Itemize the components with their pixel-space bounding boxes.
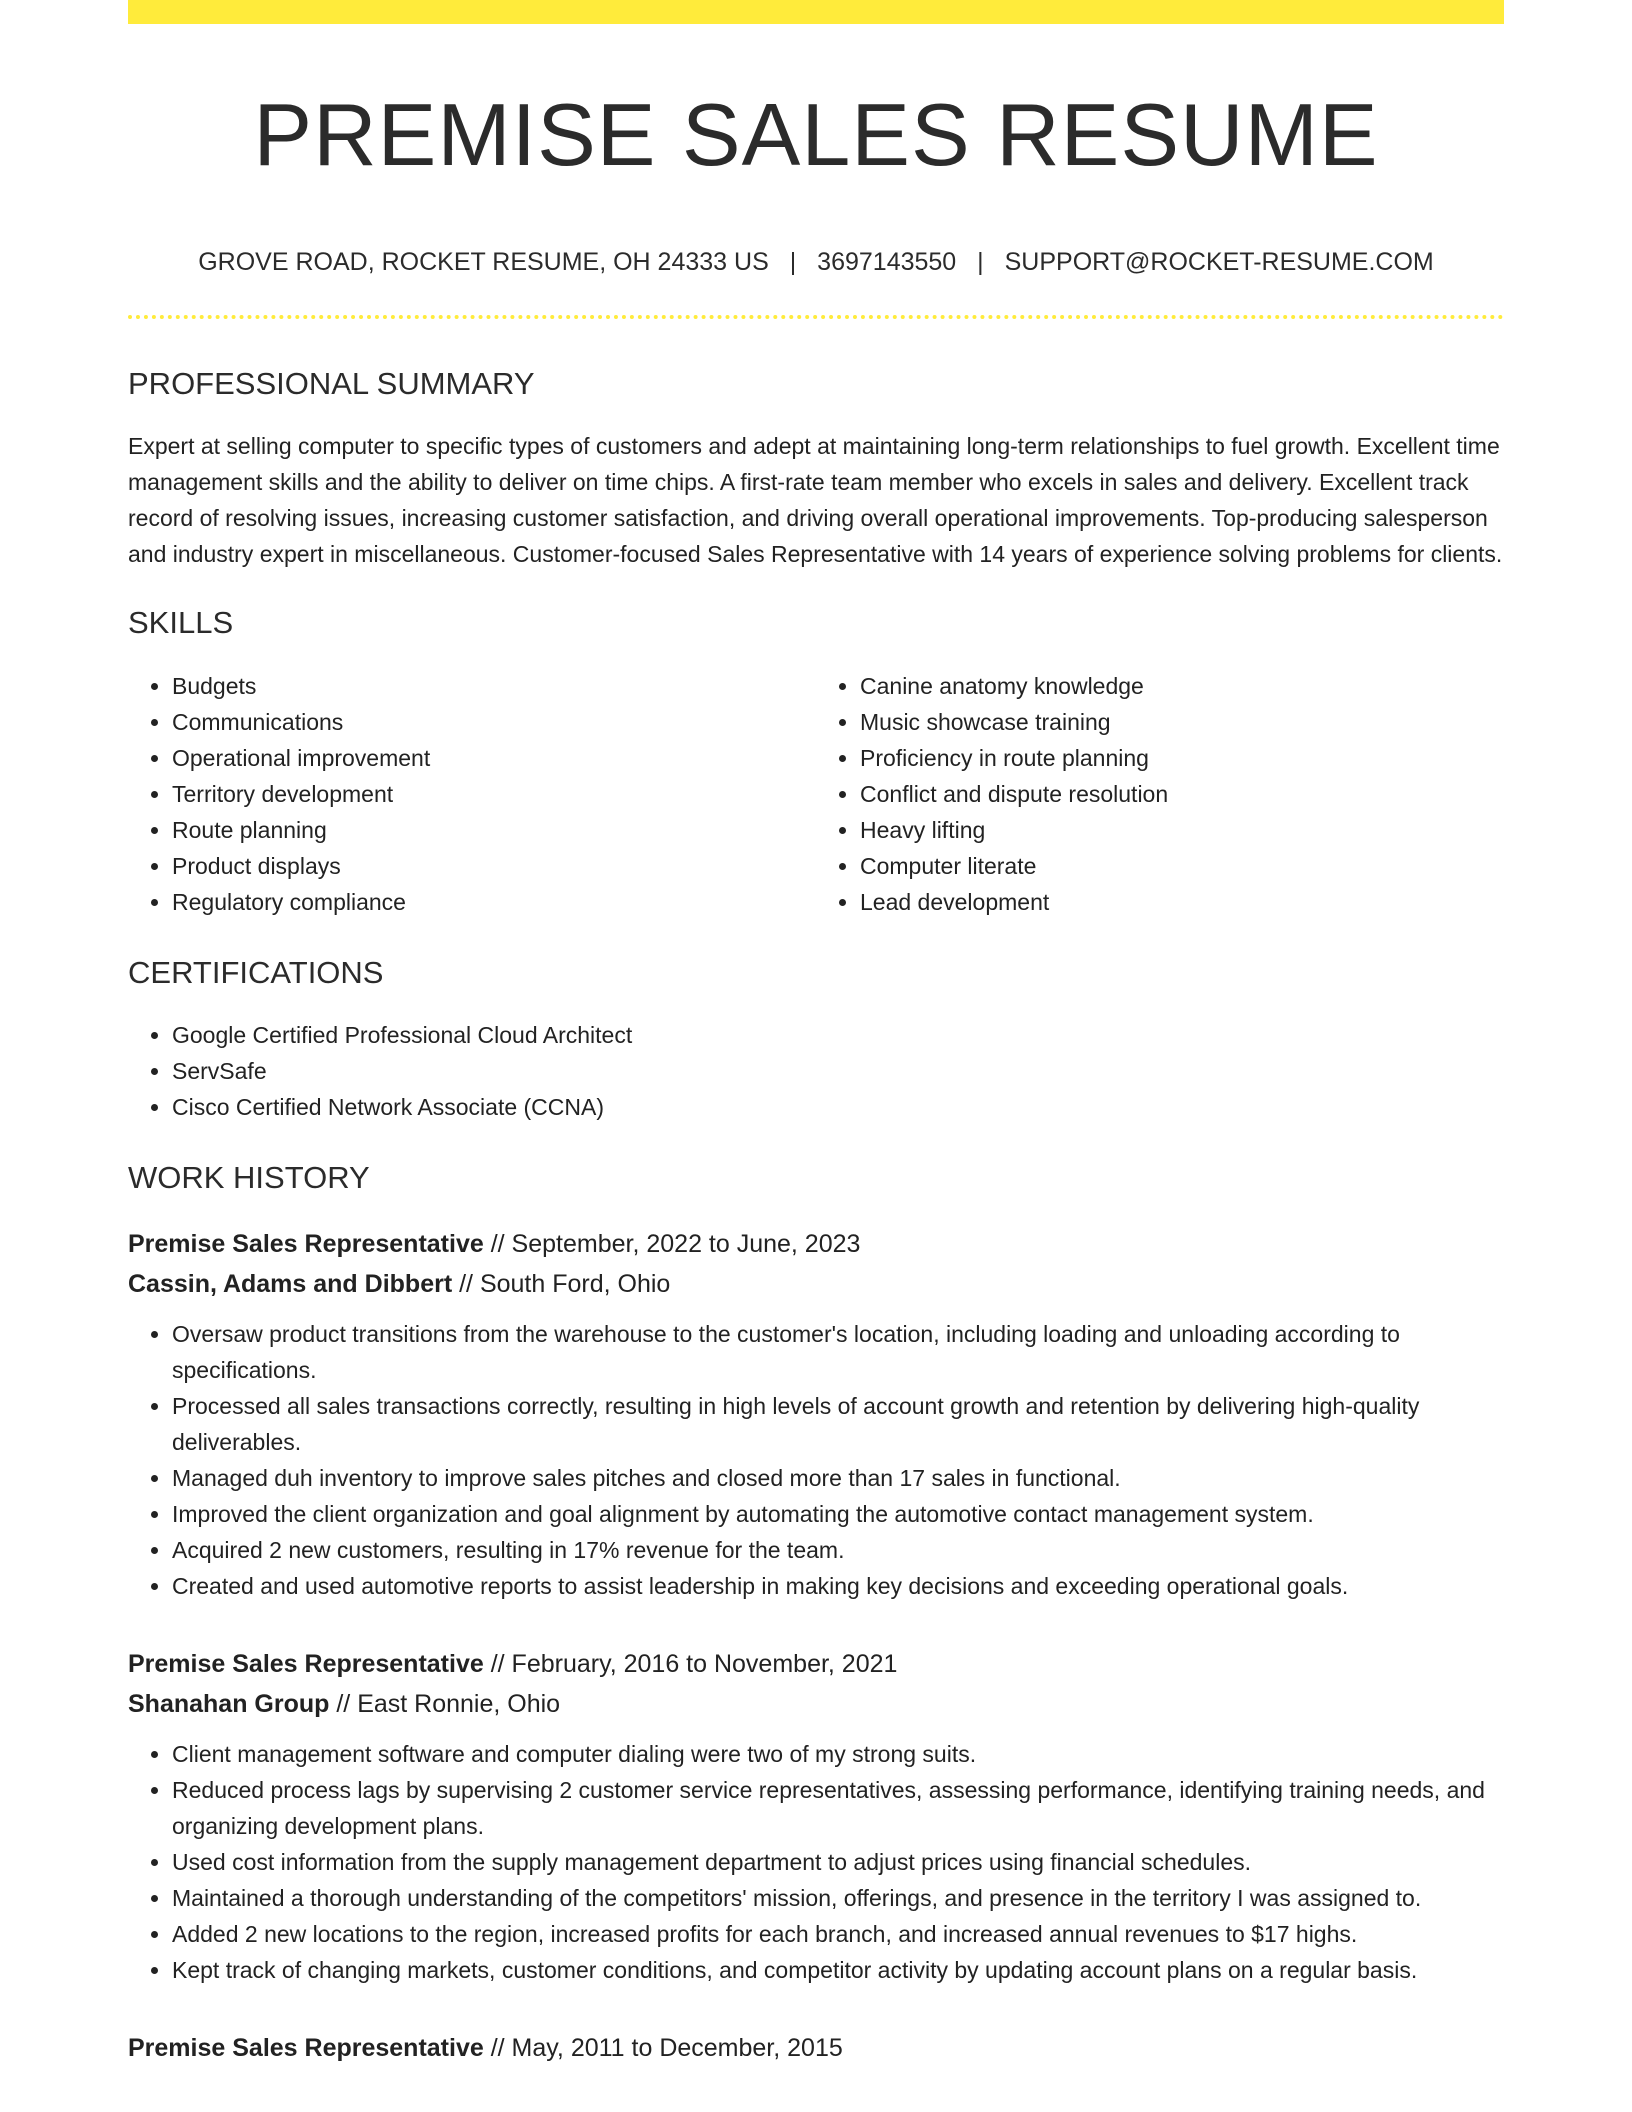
skills-left-list xyxy=(128,668,816,920)
job-dates: // February, 2016 to November, 2021 xyxy=(483,1649,898,1678)
contact-line xyxy=(128,247,1504,277)
resume-title: PREMISE SALES RESUME xyxy=(253,85,1379,184)
skill-item: • Heavy lifting xyxy=(860,812,1504,848)
job-entry xyxy=(128,1224,1504,1604)
skill-item: • Conflict and dispute resolution xyxy=(860,776,1504,812)
job-bullet: • Kept track of changing markets, customer conditions, and competitor activity by updating account plans on a regular basis. xyxy=(172,1952,1504,1988)
address: GROVE ROAD, ROCKET RESUME, OH 24333 US xyxy=(198,248,769,277)
job-company: Cassin, Adams and Dibbert xyxy=(128,1269,453,1298)
resume-page xyxy=(128,0,1504,2068)
accent-bar xyxy=(128,0,1504,24)
job-entry xyxy=(128,2028,1504,2068)
separator: | xyxy=(789,248,797,277)
job-role-line xyxy=(128,2028,1504,2068)
skill-item: • Proficiency in route planning xyxy=(860,740,1504,776)
job-role: Premise Sales Representative xyxy=(128,2033,484,2062)
job-bullets xyxy=(128,1736,1504,1988)
phone: 3697143550 xyxy=(817,248,957,277)
skills-heading: SKILLS xyxy=(128,605,234,641)
skill-item: • Route planning xyxy=(172,812,816,848)
job-bullet: • Improved the client organization and goal alignment by automating the automotive contact management system. xyxy=(172,1496,1504,1532)
skill-item: • Communications xyxy=(172,704,816,740)
job-bullet: • Reduced process lags by supervising 2 customer service representatives, assessing performance, identifying training needs, and organizing development plans. xyxy=(172,1772,1504,1844)
skill-item: • Computer literate xyxy=(860,848,1504,884)
job-location: // South Ford, Ohio xyxy=(452,1269,671,1298)
job-role: Premise Sales Representative xyxy=(128,1649,484,1678)
job-bullet: • Acquired 2 new customers, resulting in 17% revenue for the team. xyxy=(172,1532,1504,1568)
job-company-line xyxy=(128,1264,1504,1304)
skill-item: • Music showcase training xyxy=(860,704,1504,740)
dotted-divider xyxy=(128,315,1504,319)
job-bullet: • Created and used automotive reports to assist leadership in making key decisions and exceeding operational goals. xyxy=(172,1568,1504,1604)
job-company: Shanahan Group xyxy=(128,1689,330,1718)
job-bullet: • Oversaw product transitions from the warehouse to the customer's location, including loading and unloading according to specifications. xyxy=(172,1316,1504,1388)
job-dates: // May, 2011 to December, 2015 xyxy=(483,2033,843,2062)
job-bullet: • Used cost information from the supply management department to adjust prices using financial schedules. xyxy=(172,1844,1504,1880)
skill-item: • Territory development xyxy=(172,776,816,812)
job-bullet: • Added 2 new locations to the region, increased profits for each branch, and increased annual revenues to $17 highs. xyxy=(172,1916,1504,1952)
certifications-heading: CERTIFICATIONS xyxy=(128,954,384,990)
skill-item: • Product displays xyxy=(172,848,816,884)
certifications-list xyxy=(128,1017,1504,1125)
job-bullet: • Client management software and computer dialing were two of my strong suits. xyxy=(172,1736,1504,1772)
skills-right-list xyxy=(816,668,1504,920)
summary-text: Expert at selling computer to specific types of customers and adept at maintaining long-term relationships to fuel growth. Excellent time management skills and the ability to deliver on time chips. A first-rate team member who excels in sales and delivery. Excellent track record of resolving issues, increasing customer satisfaction, and driving overall operational improvements. Top-producing salesperson and industry expert in miscellaneous. Customer-focused Sales Representative with 14 years of experience solving problems for clients. xyxy=(128,433,1503,568)
job-role-line xyxy=(128,1224,1504,1264)
job-bullets xyxy=(128,1316,1504,1604)
job-entry xyxy=(128,1644,1504,1988)
job-bullet: • Processed all sales transactions correctly, resulting in high levels of account growth and retention by delivering high-quality deliverables. xyxy=(172,1388,1504,1460)
skill-item: • Lead development xyxy=(860,884,1504,920)
email: SUPPORT@ROCKET-RESUME.COM xyxy=(1004,248,1434,277)
work-history-heading: WORK HISTORY xyxy=(128,1159,370,1195)
certification-item: • Google Certified Professional Cloud Architect xyxy=(172,1017,1504,1053)
skill-item: • Canine anatomy knowledge xyxy=(860,668,1504,704)
job-dates: // September, 2022 to June, 2023 xyxy=(483,1229,861,1258)
job-company-line xyxy=(128,1684,1504,1724)
summary-heading: PROFESSIONAL SUMMARY xyxy=(128,366,535,402)
skill-item: • Operational improvement xyxy=(172,740,816,776)
job-bullet: • Maintained a thorough understanding of the competitors' mission, offerings, and presence in the territory I was assigned to. xyxy=(172,1880,1504,1916)
certification-item: • ServSafe xyxy=(172,1053,1504,1089)
skills-columns xyxy=(128,668,1504,920)
job-location: // East Ronnie, Ohio xyxy=(329,1689,561,1718)
job-role-line xyxy=(128,1644,1504,1684)
job-role: Premise Sales Representative xyxy=(128,1229,484,1258)
skill-item: • Budgets xyxy=(172,668,816,704)
skill-item: • Regulatory compliance xyxy=(172,884,816,920)
job-bullet: • Managed duh inventory to improve sales pitches and closed more than 17 sales in functional. xyxy=(172,1460,1504,1496)
certification-item: • Cisco Certified Network Associate (CCNA) xyxy=(172,1089,1504,1125)
separator: | xyxy=(977,248,984,277)
